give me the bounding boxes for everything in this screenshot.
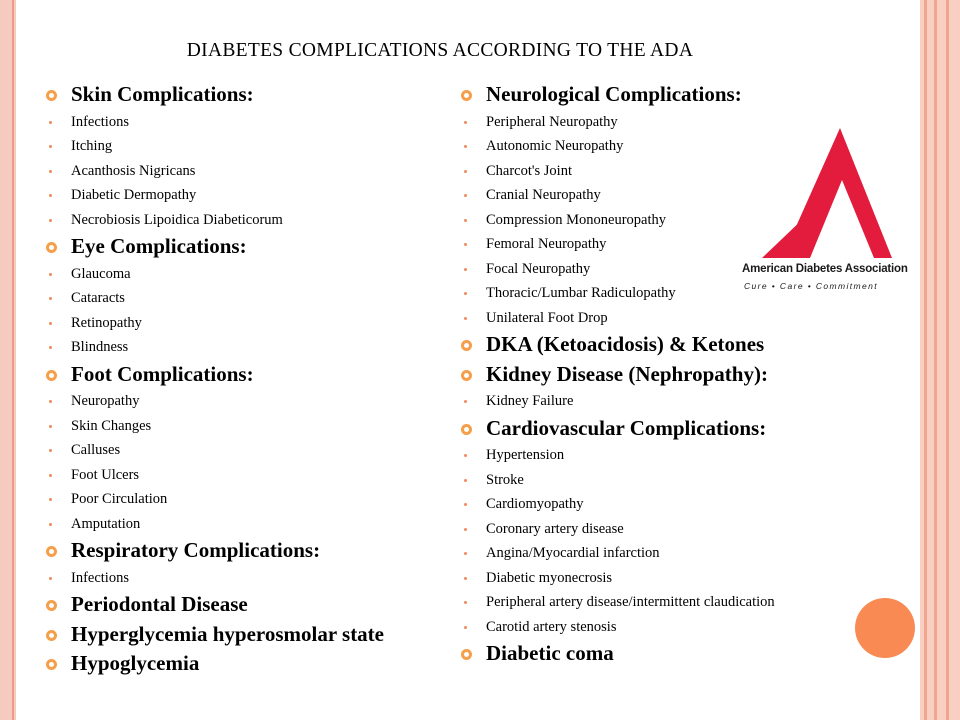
left-list-heading: Eye Complications: xyxy=(45,232,445,262)
right-list-subitem: Peripheral Neuropathy xyxy=(460,110,910,135)
right-list-heading: Diabetic coma xyxy=(460,639,910,669)
right-list-subitem: Compression Mononeuropathy xyxy=(460,208,910,233)
right-list-heading: DKA (Ketoacidosis) & Ketones xyxy=(460,330,910,360)
right-list-subitem: Cardiomyopathy xyxy=(460,492,910,517)
left-list-subitem: Cataracts xyxy=(45,286,445,311)
left-column-list xyxy=(45,80,445,679)
left-list-heading: Hyperglycemia hyperosmolar state xyxy=(45,620,445,650)
ada-tagline: Cure • Care • Commitment xyxy=(744,281,879,291)
right-list-subitem: Unilateral Foot Drop xyxy=(460,306,910,331)
right-list-subitem: Carotid artery stenosis xyxy=(460,615,910,640)
right-list-heading: Kidney Disease (Nephropathy): xyxy=(460,360,910,390)
orange-circle-decoration xyxy=(855,598,915,658)
left-list-subitem: Glaucoma xyxy=(45,262,445,287)
left-list-subitem: Blindness xyxy=(45,335,445,360)
right-list-subitem: Peripheral artery disease/intermittent claudication xyxy=(460,590,910,615)
right-list-subitem: Angina/Myocardial infarction xyxy=(460,541,910,566)
left-list-subitem: Infections xyxy=(45,566,445,591)
right-list-subitem: Cranial Neuropathy xyxy=(460,183,910,208)
left-list-subitem: Necrobiosis Lipoidica Diabeticorum xyxy=(45,208,445,233)
right-list-subitem: Hypertension xyxy=(460,443,910,468)
right-list-subitem: Femoral Neuropathy xyxy=(460,232,910,257)
right-list-subitem: Coronary artery disease xyxy=(460,517,910,542)
ada-triangle-icon xyxy=(762,128,892,258)
left-list-heading: Hypoglycemia xyxy=(45,649,445,679)
right-list-subitem: Focal Neuropathy xyxy=(460,257,910,282)
right-list-subitem: Charcot's Joint xyxy=(460,159,910,184)
right-list-subitem: Stroke xyxy=(460,468,910,493)
right-list-subitem: Diabetic myonecrosis xyxy=(460,566,910,591)
left-list-subitem: Poor Circulation xyxy=(45,487,445,512)
right-border-decoration xyxy=(920,0,960,720)
right-list-subitem: Thoracic/Lumbar Radiculopathy xyxy=(460,281,910,306)
ada-logo xyxy=(742,128,908,303)
left-list-subitem: Acanthosis Nigricans xyxy=(45,159,445,184)
right-list-heading: Cardiovascular Complications: xyxy=(460,414,910,444)
ada-name: American Diabetes Association xyxy=(742,263,908,275)
left-list-subitem: Foot Ulcers xyxy=(45,463,445,488)
right-list-heading: Neurological Complications: xyxy=(460,80,910,110)
slide-title: DIABETES COMPLICATIONS ACCORDING TO THE ADA xyxy=(186,40,694,61)
left-list-subitem: Neuropathy xyxy=(45,389,445,414)
left-list-subitem: Calluses xyxy=(45,438,445,463)
right-list-subitem: Autonomic Neuropathy xyxy=(460,134,910,159)
left-list-subitem: Diabetic Dermopathy xyxy=(45,183,445,208)
right-list-subitem: Kidney Failure xyxy=(460,389,910,414)
left-list-subitem: Itching xyxy=(45,134,445,159)
left-list-heading: Skin Complications: xyxy=(45,80,445,110)
left-list-heading: Periodontal Disease xyxy=(45,590,445,620)
left-border-decoration xyxy=(0,0,16,720)
left-list-subitem: Skin Changes xyxy=(45,414,445,439)
left-list-subitem: Infections xyxy=(45,110,445,135)
left-list-heading: Foot Complications: xyxy=(45,360,445,390)
left-list-heading: Respiratory Complications: xyxy=(45,536,445,566)
left-list-subitem: Amputation xyxy=(45,512,445,537)
left-list-subitem: Retinopathy xyxy=(45,311,445,336)
